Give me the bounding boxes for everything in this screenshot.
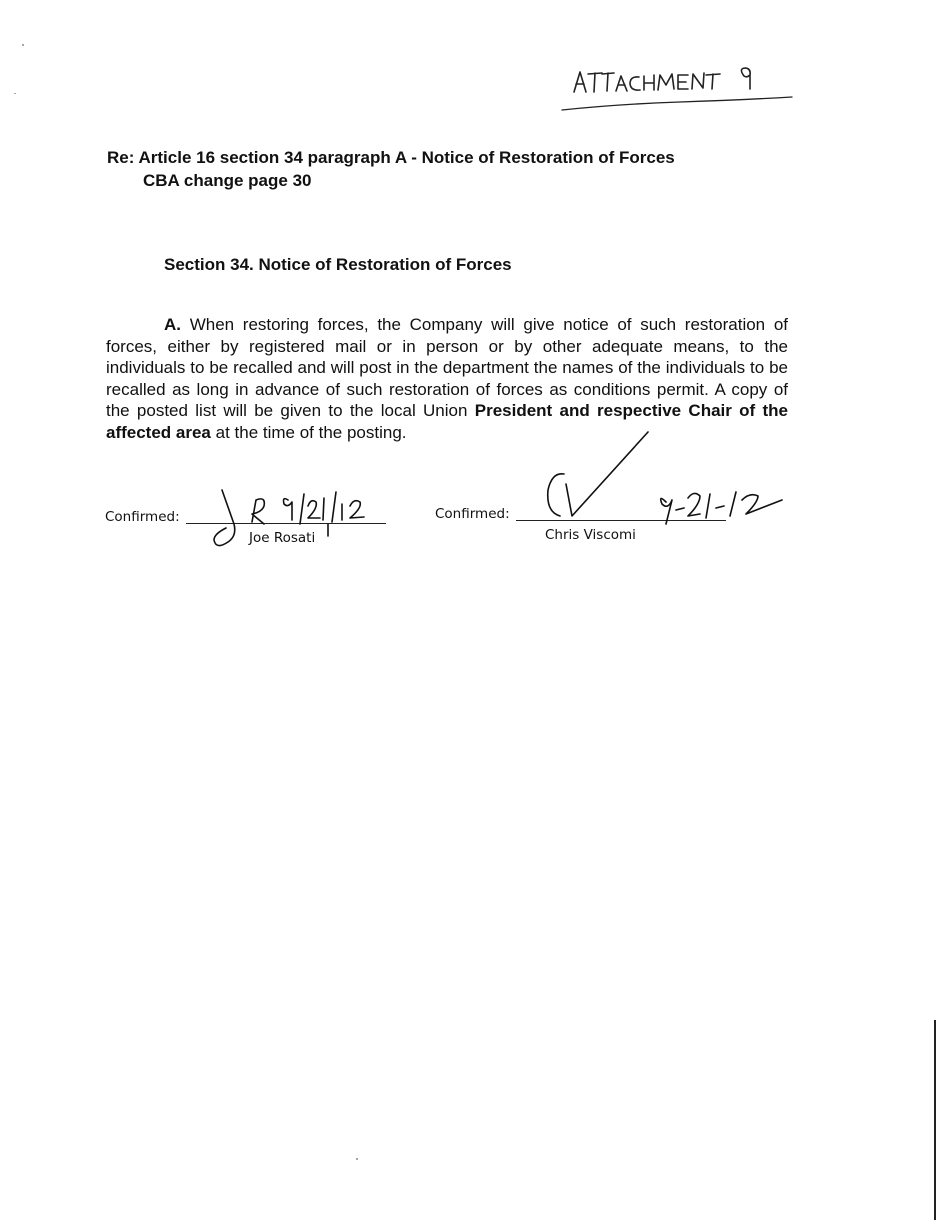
re-prefix: Re:	[107, 148, 135, 167]
scan-speck	[14, 93, 16, 94]
re-line-2: CBA change page 30	[143, 171, 312, 190]
scan-speck	[356, 1158, 358, 1160]
re-line-1	[107, 146, 675, 169]
scan-speck	[22, 44, 24, 46]
section-title: Section 34. Notice of Restoration of Forces	[164, 255, 512, 274]
section-paragraph	[106, 314, 788, 443]
re-subject-block	[107, 146, 675, 192]
signer-name-left: Joe Rosati	[249, 530, 316, 546]
attachment-handwritten-label	[560, 60, 800, 120]
signature-left-handwriting	[200, 484, 380, 560]
signer-name-right: Chris Viscomi	[545, 527, 636, 543]
confirmed-label-right: Confirmed:	[435, 506, 510, 522]
confirmed-label-left: Confirmed:	[105, 509, 180, 525]
paragraph-marker: A.	[164, 315, 181, 334]
signature-right-handwriting	[530, 428, 800, 528]
paragraph-text-2: at the time of the posting.	[210, 422, 407, 442]
scan-edge-line	[934, 1020, 936, 1220]
re-subject: Article 16 section 34 paragraph A - Notice of Restoration of Forces	[138, 148, 675, 167]
paragraph-bold-text: President and respective Chair of the affected area	[106, 401, 789, 442]
paragraph-text-1: When restoring forces, the Company will give notice of such restoration of forces, either by registered mail or in person or by other adequate means, to the individuals to be recalled and will post in the department the names of the individuals to be recalled as long in advance of such restoration of forces as conditions permit. A copy of the posted list will be given to the local Union	[106, 315, 788, 420]
